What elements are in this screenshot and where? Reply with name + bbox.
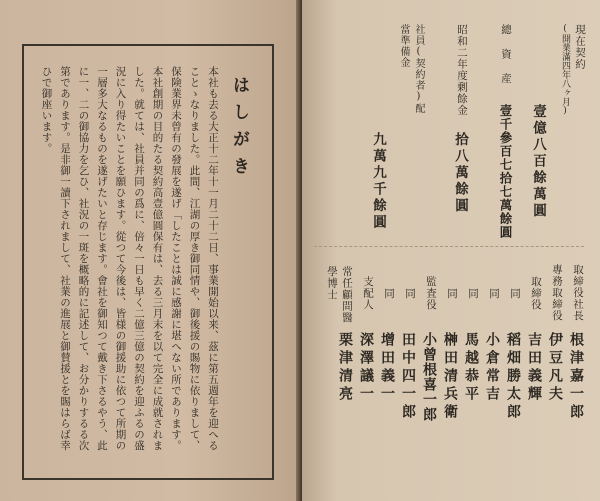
officer-role: 同 — [488, 288, 500, 300]
stat-sublabel: (開業滿四年八ヶ月) — [560, 24, 570, 116]
officer-name: 小曾根喜一郎 — [421, 332, 437, 422]
section-divider — [314, 246, 584, 247]
officer-name: 栗津清亮 — [337, 332, 353, 404]
stat-label: 昭和二年度剰餘金 — [456, 24, 468, 116]
stat-value: 壹億八百餘萬圓 — [530, 104, 546, 220]
officer-name: 小倉常吉 — [484, 332, 500, 404]
officer-role: 同 — [467, 288, 479, 300]
officer-name: 馬越恭平 — [463, 332, 479, 404]
officer-name: 榊田清兵衛 — [442, 332, 458, 422]
officer-name: 田中四一郎 — [400, 332, 416, 422]
right-page — [302, 0, 600, 501]
officer-role: 同 — [383, 288, 395, 300]
officer-role: 同 — [404, 288, 416, 300]
stat-value: 拾八萬餘圓 — [452, 132, 468, 215]
officer-name: 深澤議一 — [358, 332, 374, 404]
officer-name: 伊豆凡夫 — [547, 332, 563, 404]
officer-role: 同 — [446, 288, 458, 300]
officer-role: 取締役社長 — [572, 264, 584, 322]
officer-role: 支配人 — [362, 276, 374, 311]
stat-value: 壹千參百七拾七萬餘圓 — [498, 104, 513, 239]
company-statistics — [326, 20, 588, 260]
officer-name: 吉田義輝 — [526, 332, 542, 404]
stat-value: 九萬九千餘圓 — [370, 132, 386, 231]
officer-role: 專務取締役 — [551, 264, 563, 322]
stat-label: 總資産 — [500, 24, 512, 98]
officer-name: 增田義一 — [379, 332, 395, 404]
preface-title: はしがき — [229, 76, 249, 184]
officer-role: 同 — [509, 288, 521, 300]
officer-name: 根津嘉一郎 — [568, 332, 584, 422]
officer-role: 取締役 — [530, 276, 542, 311]
officers-list — [326, 262, 588, 492]
preface-body: 本社も去る大正十二年十一月二十二日、事業開始以来、茲に第五週年を迎へることゝなりました。此間、江湖の厚き御同情や、御後援の賜物に依りまして、保険業界未曾有の發展を遂げ「したことは誠に感謝に堪へない所であります。本社創期の目的たる契約高壹億圓保有は、去る三月末を以て完全に成就されました。就ては、社員并同の爲に、倍々一日も早く二億三億の契約を迎ふるの盛況に入り得たいことを願ひます。從つて今後は、皆様の御援助に依つて所期の一層多大なるものを遂げたいと存じます。會社を御知つて戴き下さるやう、此に一、二の御協力を乞ひ、社況の一斑を概略的に記述して、お分かりするる次第であります。是非御一讀下されまして、社業の進展と御賛援とを賜はらば幸ひで御座います。 — [40, 66, 219, 451]
stat-label: 現在契約 — [574, 24, 586, 70]
officer-name: 稻畑勝太郎 — [505, 332, 521, 422]
officer-role: 常任顧問醫學博士 — [326, 266, 353, 324]
officer-role: 監査役 — [425, 276, 437, 311]
stat-label: 社員(契約者)配當準備金 — [398, 24, 424, 114]
preface-frame — [22, 44, 274, 480]
